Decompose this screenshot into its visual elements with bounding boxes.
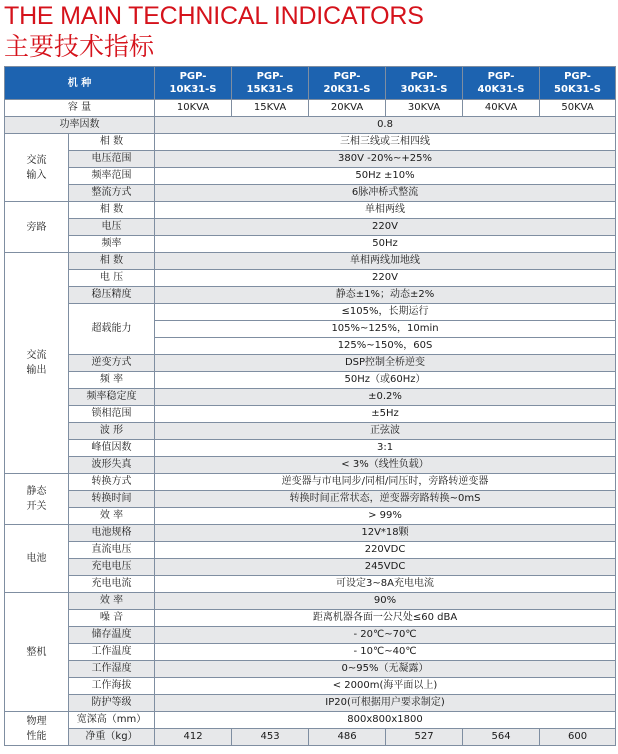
- table-row: [5, 712, 616, 729]
- overload-value: 125%~150%，60S: [155, 338, 616, 355]
- table-row: [5, 270, 616, 287]
- model-header-label: 机 种: [5, 67, 155, 100]
- ac-output-item-label: 相 数: [69, 253, 155, 270]
- battery-item-value: 可设定3~8A充电电流: [155, 576, 616, 593]
- dimensions-label: 宽深高（mm）: [69, 712, 155, 729]
- model-prefix: PGP-: [333, 71, 361, 82]
- capacity-value: 20KVA: [309, 100, 386, 117]
- whole-unit-group-label: 整机: [5, 593, 69, 712]
- table-row: [5, 627, 616, 644]
- ac-input-item-label: 整流方式: [69, 185, 155, 202]
- capacity-value: 10KVA: [155, 100, 232, 117]
- battery-item-value: 12V*18颗: [155, 525, 616, 542]
- table-row: [5, 304, 616, 321]
- weight-value: 564: [463, 729, 540, 746]
- table-row: [5, 576, 616, 593]
- static-switch-item-label: 转换时间: [69, 491, 155, 508]
- model-header-cell: [386, 67, 463, 100]
- table-row: [5, 219, 616, 236]
- ac-output-item-value: 静态±1%；动态±2%: [155, 287, 616, 304]
- table-row: [5, 406, 616, 423]
- battery-group-label: 电池: [5, 525, 69, 593]
- weight-value: 486: [309, 729, 386, 746]
- table-row: [5, 355, 616, 372]
- bypass-item-label: 相 数: [69, 202, 155, 219]
- weight-label: 净重（kg）: [69, 729, 155, 746]
- table-row: [5, 134, 616, 151]
- model-prefix: PGP-: [487, 71, 515, 82]
- dimensions-value: 800x800x1800: [155, 712, 616, 729]
- model-code: 50K31-S: [554, 84, 601, 95]
- ac-output-group-label: 交流 输出: [5, 253, 69, 474]
- ac-output-item-value: 3:1: [155, 440, 616, 457]
- ac-output-item-value: 正弦波: [155, 423, 616, 440]
- weight-value: 527: [386, 729, 463, 746]
- table-row: [5, 67, 616, 100]
- ac-output-item-label: 频率稳定度: [69, 389, 155, 406]
- model-prefix: PGP-: [256, 71, 284, 82]
- battery-item-label: 电池规格: [69, 525, 155, 542]
- static-switch-group-label: 静态 开关: [5, 474, 69, 525]
- table-row: [5, 644, 616, 661]
- table-row: [5, 695, 616, 712]
- ac-output-item-value: < 3%（线性负载）: [155, 457, 616, 474]
- table-row: [5, 593, 616, 610]
- table-row: [5, 474, 616, 491]
- ac-output-item-label: 电 压: [69, 270, 155, 287]
- table-row: [5, 117, 616, 134]
- table-row: [5, 253, 616, 270]
- weight-value: 600: [540, 729, 616, 746]
- model-code: 20K31-S: [323, 84, 371, 95]
- overload-value: ≤105%，长期运行: [155, 304, 616, 321]
- whole-unit-item-label: 噪 音: [69, 610, 155, 627]
- table-row: [5, 661, 616, 678]
- overload-label: 超载能力: [69, 304, 155, 355]
- table-row: [5, 389, 616, 406]
- title-chinese: 主要技术指标: [4, 32, 155, 61]
- bypass-item-label: 频率: [69, 236, 155, 253]
- ac-output-item-value: ±5Hz: [155, 406, 616, 423]
- model-header-cell: [540, 67, 616, 100]
- ac-input-item-value: 50Hz ±10%: [155, 168, 616, 185]
- power-factor-label: 功率因数: [5, 117, 155, 134]
- ac-output-item-value: 单相两线加地线: [155, 253, 616, 270]
- whole-unit-item-label: 工作湿度: [69, 661, 155, 678]
- battery-item-label: 充电电流: [69, 576, 155, 593]
- battery-item-label: 直流电压: [69, 542, 155, 559]
- table-row: [5, 559, 616, 576]
- table-row: [5, 457, 616, 474]
- model-prefix: PGP-: [179, 71, 207, 82]
- model-header-cell: [232, 67, 309, 100]
- model-prefix: PGP-: [564, 71, 591, 82]
- model-code: 15K31-S: [246, 84, 294, 95]
- whole-unit-item-value: 距离机器各面一公尺处≤60 dBA: [155, 610, 616, 627]
- bypass-group-label: 旁路: [5, 202, 69, 253]
- capacity-value: 50KVA: [540, 100, 616, 117]
- ac-input-item-value: 三相三线或三相四线: [155, 134, 616, 151]
- battery-item-value: 245VDC: [155, 559, 616, 576]
- ac-input-group-label: 交流 输入: [5, 134, 69, 202]
- physical-group-label: 物理 性能: [5, 712, 69, 746]
- overload-value: 105%~125%，10min: [155, 321, 616, 338]
- weight-value: 412: [155, 729, 232, 746]
- ac-output-item-label: 稳压精度: [69, 287, 155, 304]
- table-row: [5, 202, 616, 219]
- ac-input-item-label: 电压范围: [69, 151, 155, 168]
- ac-output-item-value: ±0.2%: [155, 389, 616, 406]
- battery-item-label: 充电电压: [69, 559, 155, 576]
- table-row: [5, 610, 616, 627]
- table-row: [5, 491, 616, 508]
- whole-unit-item-label: 工作温度: [69, 644, 155, 661]
- table-row: [5, 100, 616, 117]
- ac-input-item-label: 相 数: [69, 134, 155, 151]
- whole-unit-item-value: - 10℃~40℃: [155, 644, 616, 661]
- table-row: [5, 678, 616, 695]
- bypass-item-label: 电压: [69, 219, 155, 236]
- whole-unit-item-label: 效 率: [69, 593, 155, 610]
- capacity-label: 容 量: [5, 100, 155, 117]
- table-row: [5, 151, 616, 168]
- static-switch-item-value: > 99%: [155, 508, 616, 525]
- ac-output-item-label: 波 形: [69, 423, 155, 440]
- model-code: 30K31-S: [400, 84, 448, 95]
- model-header-cell: [309, 67, 386, 100]
- ac-output-item-label: 波形失真: [69, 457, 155, 474]
- ac-output-item-label: 逆变方式: [69, 355, 155, 372]
- spec-table-body: [5, 67, 616, 746]
- bypass-item-value: 220V: [155, 219, 616, 236]
- title-english: THE MAIN TECHNICAL INDICATORS: [4, 2, 424, 30]
- model-code: 10K31-S: [169, 84, 217, 95]
- ac-input-item-value: 380V -20%~+25%: [155, 151, 616, 168]
- whole-unit-item-value: IP20(可根据用户要求制定): [155, 695, 616, 712]
- ac-output-item-value: 220V: [155, 270, 616, 287]
- table-row: [5, 287, 616, 304]
- capacity-value: 15KVA: [232, 100, 309, 117]
- spec-table: [4, 66, 616, 746]
- static-switch-item-value: 逆变器与市电同步/同相/同压时，旁路转逆变器: [155, 474, 616, 491]
- model-code: 40K31-S: [477, 84, 525, 95]
- whole-unit-item-value: 90%: [155, 593, 616, 610]
- table-row: [5, 542, 616, 559]
- table-row: [5, 525, 616, 542]
- battery-item-value: 220VDC: [155, 542, 616, 559]
- static-switch-item-label: 效 率: [69, 508, 155, 525]
- whole-unit-item-label: 工作海拔: [69, 678, 155, 695]
- table-row: [5, 423, 616, 440]
- table-row: [5, 168, 616, 185]
- ac-output-item-label: 频 率: [69, 372, 155, 389]
- table-row: [5, 185, 616, 202]
- ac-output-item-label: 峰值因数: [69, 440, 155, 457]
- ac-output-item-value: 50Hz（或60Hz）: [155, 372, 616, 389]
- bypass-item-value: 单相两线: [155, 202, 616, 219]
- static-switch-item-label: 转换方式: [69, 474, 155, 491]
- ac-input-item-label: 频率范围: [69, 168, 155, 185]
- ac-input-item-value: 6脉冲桥式整流: [155, 185, 616, 202]
- capacity-value: 30KVA: [386, 100, 463, 117]
- static-switch-item-value: 转换时间正常状态，逆变器旁路转换~0mS: [155, 491, 616, 508]
- whole-unit-item-value: - 20℃~70℃: [155, 627, 616, 644]
- ac-output-item-label: 锁相范围: [69, 406, 155, 423]
- capacity-value: 40KVA: [463, 100, 540, 117]
- model-prefix: PGP-: [410, 71, 438, 82]
- whole-unit-item-value: < 2000m(海平面以上): [155, 678, 616, 695]
- whole-unit-item-value: 0~95%（无凝露）: [155, 661, 616, 678]
- weight-value: 453: [232, 729, 309, 746]
- power-factor-value: 0.8: [155, 117, 616, 134]
- whole-unit-item-label: 储存温度: [69, 627, 155, 644]
- table-row: [5, 729, 616, 746]
- bypass-item-value: 50Hz: [155, 236, 616, 253]
- model-header-cell: [155, 67, 232, 100]
- ac-output-item-value: DSP控制全桥逆变: [155, 355, 616, 372]
- table-row: [5, 508, 616, 525]
- table-row: [5, 372, 616, 389]
- model-header-cell: [463, 67, 540, 100]
- table-row: [5, 440, 616, 457]
- whole-unit-item-label: 防护等级: [69, 695, 155, 712]
- table-row: [5, 236, 616, 253]
